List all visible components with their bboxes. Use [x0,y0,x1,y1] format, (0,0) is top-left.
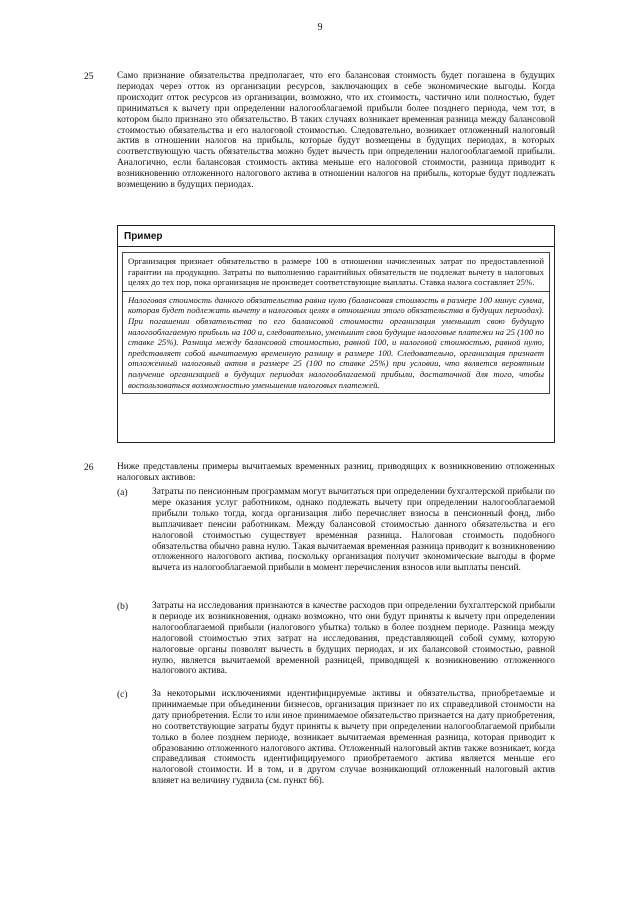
example-content [122,252,550,394]
example-text-1: Организация признает обязательство в размере 100 в отношении начисленных затрат по предоставленной гарантии на продукцию. Затраты по выполнению гарантийных обязательств не подлежат вычету в налоговых целях до тех пор, пока организация не произведет соответствующие выплаты. Ставка налога составляет 25%. [128,256,544,288]
item-c-label: (c) [117,690,128,700]
page-number: 9 [317,22,323,33]
paragraph-25-number: 25 [84,72,94,82]
item-a-label: (a) [117,488,128,498]
item-c-text: За некоторыми исключениями идентифицируемые активы и обязательства, приобретаемые и принимаемые при объединении бизнесов, организация признает по их справедливой стоимости на дату приобретения. Если то или иное принимаемое обязательство признается на дату приобретения, но соответствующие затраты будут приняты к вычету при определении налогооблагаемой прибыли только в более позднем периоде, возникает вычитаемая временная разница, которая приводит к образованию отложенного налогового актива. Отложенный налоговый актив также возникает, когда справедливая стоимость идентифицируемого приобретаемого актива является меньше его налоговой стоимости. И в том, и в другом случае возникающий отложенный налоговый актив влияет на величину гудвила (см. пункт 66). [152,689,555,787]
example-title: Пример [118,226,554,247]
paragraph-25-text: Само признание обязательства предполагает, что его балансовая стоимость будет погашена в будущих периодах через отток из организации ресурсов, заключающих в себе экономические выгоды. Когда происходит отток ресурсов из организации, возможно, что их стоимость, частично или полностью, будет приниматься к вычету при определении налогооблагаемой прибыли более позднего периода, чем тот, в котором было признано это обязательство. В таких случаях возникает временная разница между балансовой стоимостью обязательства и его налоговой стоимостью. Следовательно, возникает отложенный налоговый актив в отношении налогов на прибыль, которые будут возмещены в будущих периодах, в которых соответствующую часть обязательства можно будет вычесть при определении налогооблагаемой прибыли. Аналогично, если балансовая стоимость актива меньше его налоговой стоимости, разница приводит к возникновению отложенного налогового актива в отношении налогов на прибыль, которые будут подлежать возмещению в будущих периодах. [117,71,555,191]
paragraph-26-intro: Ниже представлены примеры вычитаемых временных разниц, приводящих к возникновению отложенных налоговых активов: [117,462,555,483]
item-b-text: Затраты на исследования признаются в качестве расходов при определении бухгалтерской прибыли в периоде их возникновения, однако возможно, что они будут приняты к вычету при определении налогооблагаемой прибыли (налогового убытка) только в более позднем периоде. Разница между налоговой стоимостью этих затрат на исследования, представляющей собой сумму, которую налоговые органы позволят вычесть в будущих периодах, и их балансовой стоимостью, равной нулю, является вычитаемой временной разницей, приводящей к возникновению отложенного налогового актива. [152,601,555,677]
item-a-text: Затраты по пенсионным программам могут вычитаться при определении бухгалтерской прибыли по мере оказания услуг работником, однако подлежать вычету при определении налогооблагаемой прибыли только тогда, когда организация либо перечисляет взносы в пенсионный фонд, либо выплачивает пенсии работникам. Между балансовой стоимостью данного обязательства и его налоговой стоимостью существует временная разница. Налоговая стоимость подобного обязательства обычно равна нулю. Такая вычитаемая временная разница приводит к возникновению отложенного налогового актива, поскольку организация получит экономические выгоды в форме вычета из налогооблагаемой прибыли в момент перечисления взносов или выплаты пенсий. [152,487,555,574]
item-b-label: (b) [117,602,129,612]
paragraph-26-number: 26 [84,463,94,473]
example-box [117,225,555,443]
example-text-2: Налоговая стоимость данного обязательства равна нулю (балансовая стоимость в размере 100 минус сумма, которая будет подлежать вычету в налоговых целях в отношении этого обязательства в будущих периодах). При погашении обязательства по его балансовой стоимости организация уменьшит свою будущую налогооблагаемую прибыль на 100 и, следовательно, уменьшит свои будущие налоговые платежи на 25 (100 по ставке 25%). Разница между балансовой стоимостью, равной 100, и налоговой стоимостью, равной нулю, представляет собой вычитаемую временную разницу в размере 100. Следовательно, организация признает отложенный налоговый актив в размере 25 (100 по ставке 25%) при условии, что является вероятным получение организацией в будущих периодах налогооблагаемой прибыли, достаточной для того, чтобы воспользоваться возможностью уменьшения налоговых платежей. [123,291,549,393]
